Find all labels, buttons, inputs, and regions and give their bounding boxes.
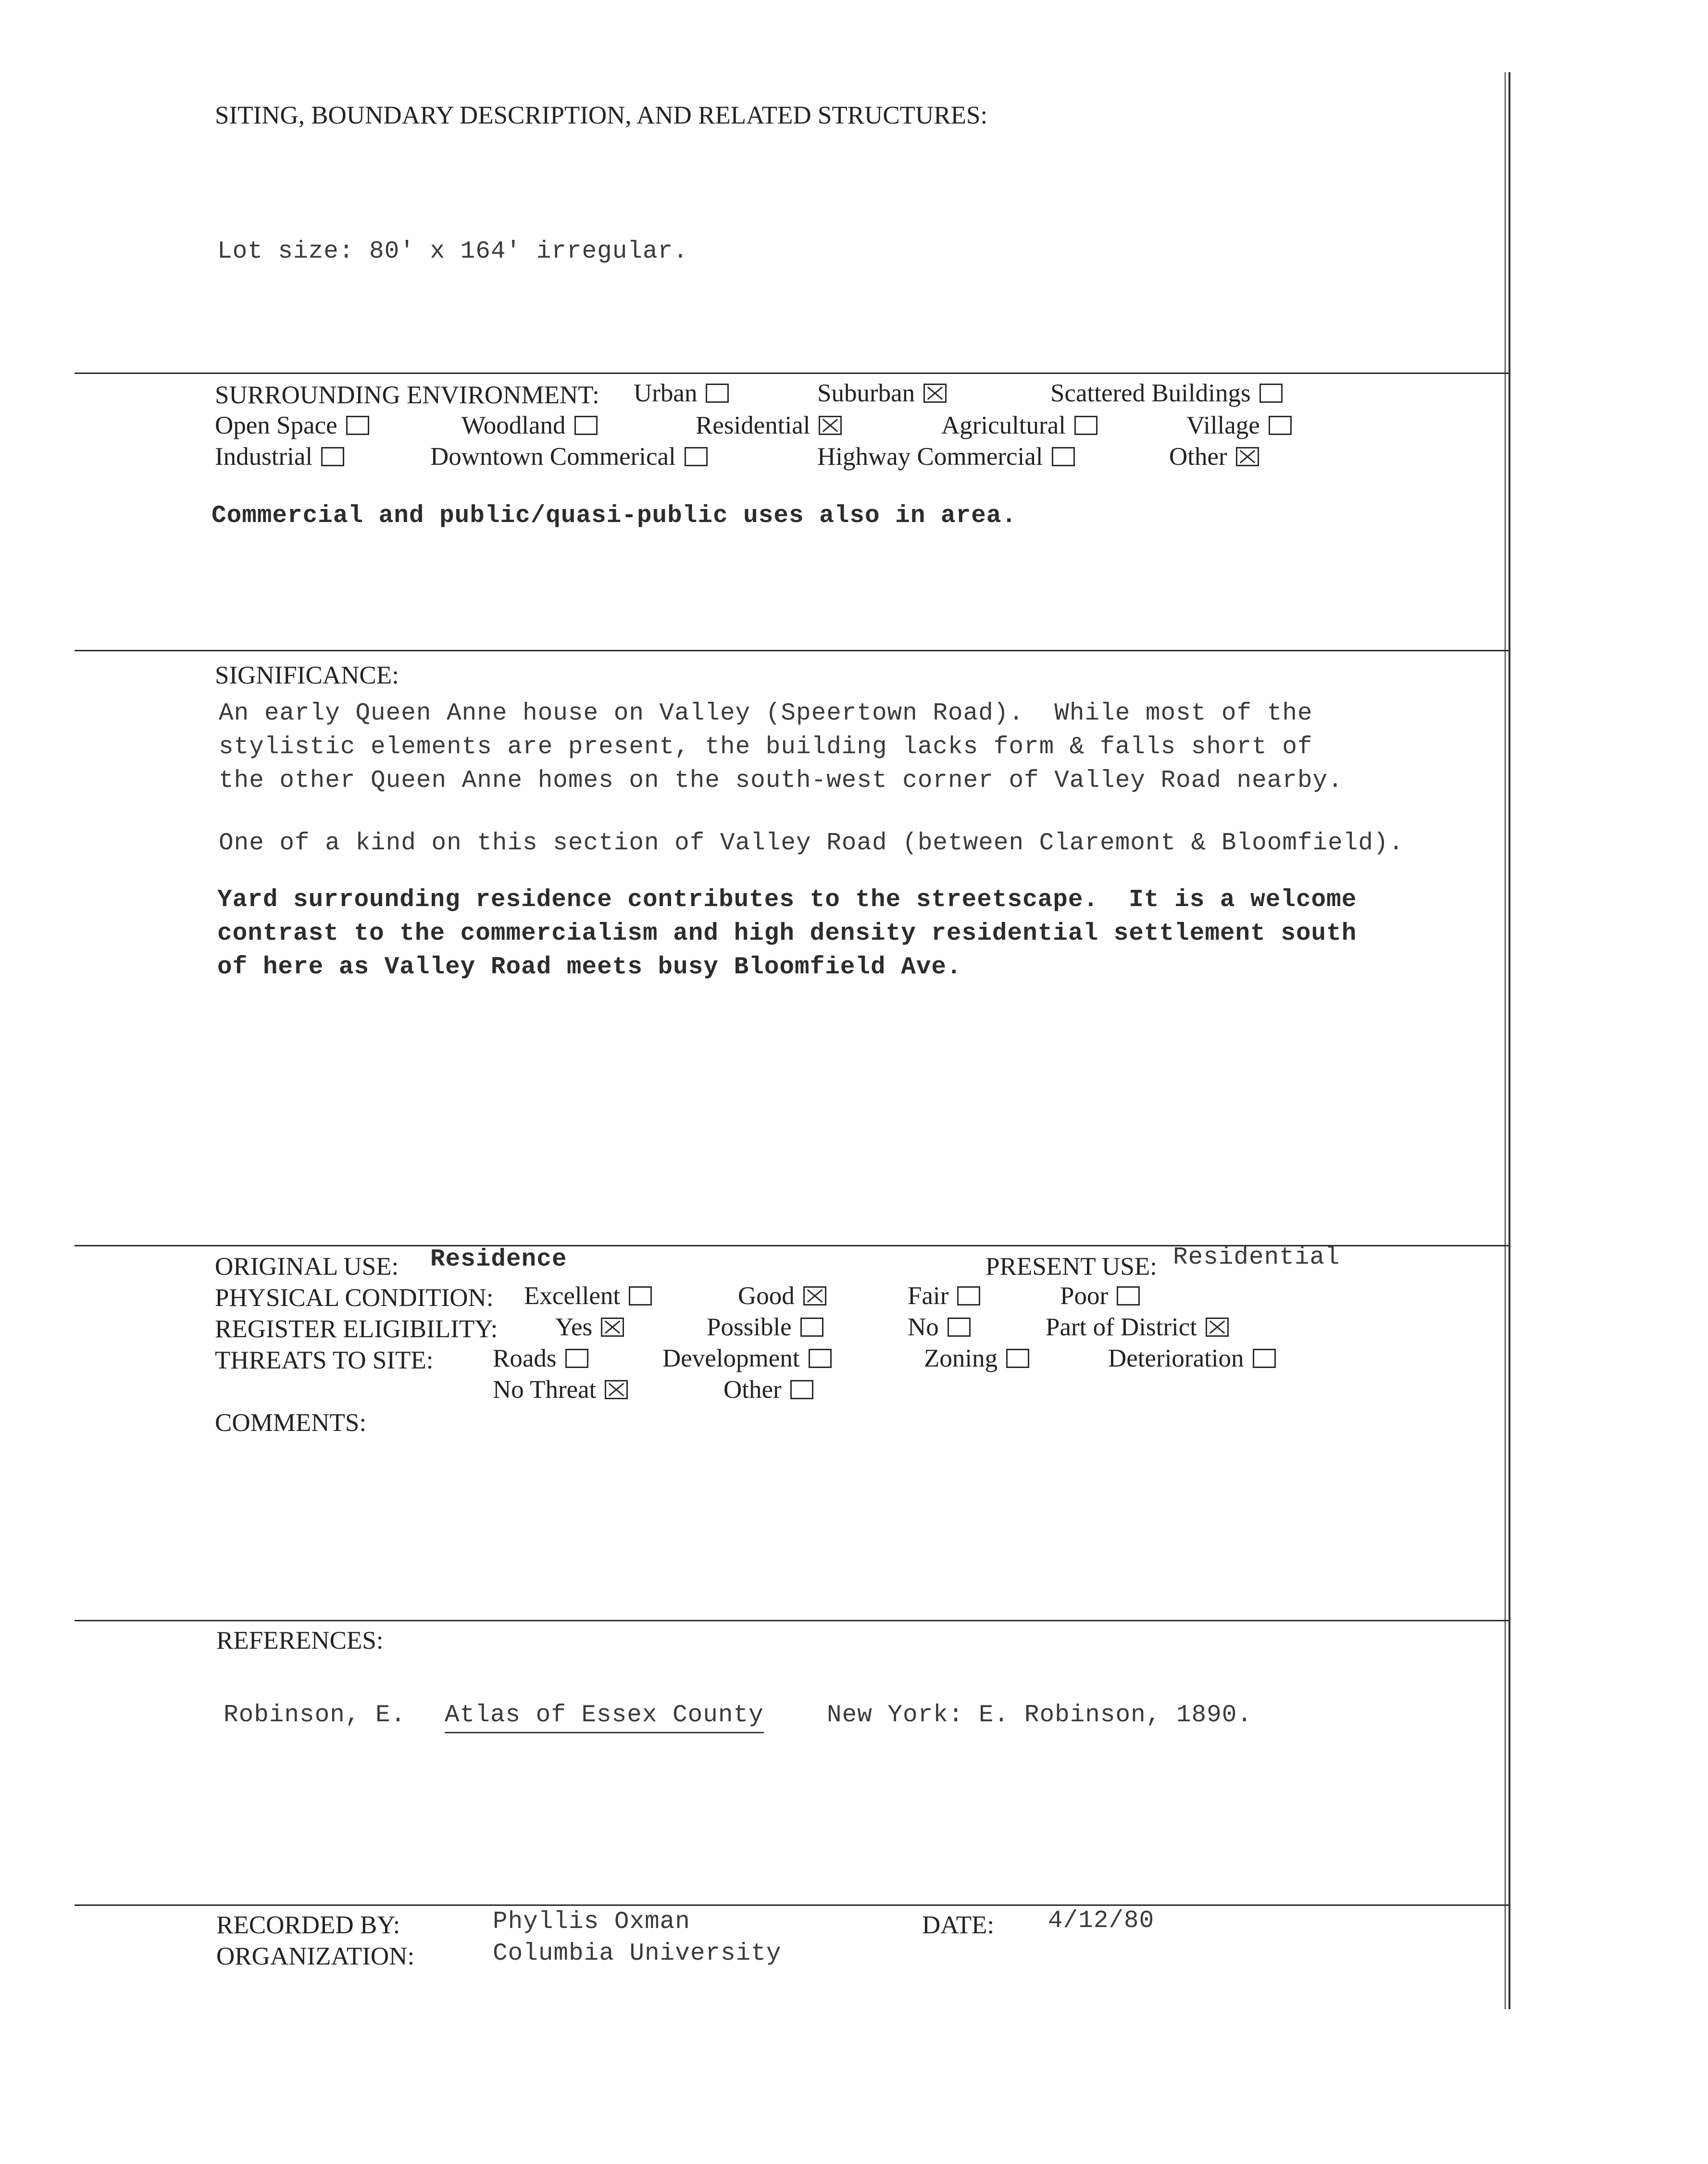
option-label: Downtown Commerical — [430, 443, 676, 471]
checkbox[interactable] — [565, 1349, 588, 1368]
option-label: Scattered Buildings — [1050, 379, 1251, 407]
eligibility-no[interactable] — [908, 1313, 971, 1342]
checkbox[interactable] — [1074, 416, 1097, 435]
checkbox[interactable] — [809, 1349, 832, 1368]
option-open-space[interactable] — [215, 411, 369, 440]
checkbox[interactable] — [819, 416, 842, 435]
checkbox[interactable] — [957, 1286, 980, 1306]
option-label: No Threat — [493, 1376, 597, 1404]
divider-2 — [75, 650, 1509, 651]
threat-roads[interactable] — [493, 1344, 588, 1373]
option-industrial[interactable] — [215, 442, 344, 471]
option-label: Part of District — [1046, 1313, 1197, 1341]
option-label: Industrial — [215, 443, 313, 471]
checkbox[interactable] — [706, 384, 729, 403]
option-label: Yes — [555, 1313, 593, 1341]
threat-deterioration[interactable] — [1108, 1344, 1276, 1373]
option-downtown-commercial[interactable] — [430, 442, 708, 471]
significance-paragraph-3: Yard surrounding residence contributes to the streetscape. It is a welcome contrast to the commercialism and high density residential settlement south of here as Valley Road meets busy Bloomfield Ave. — [217, 886, 1357, 981]
checkbox[interactable] — [601, 1318, 624, 1337]
option-label: Development — [662, 1344, 800, 1372]
checkbox[interactable] — [948, 1318, 971, 1337]
original-use-label: ORIGINAL USE: — [215, 1253, 399, 1281]
environment-note: Commercial and public/quasi-public uses also in area. — [212, 502, 1017, 530]
option-label: Deterioration — [1108, 1344, 1244, 1372]
physical-condition-label: PHYSICAL CONDITION: — [215, 1284, 494, 1312]
option-label: Zoning — [924, 1344, 998, 1372]
checkbox[interactable] — [605, 1380, 628, 1399]
checkbox[interactable] — [629, 1286, 652, 1306]
checkbox[interactable] — [1236, 447, 1259, 466]
option-agricultural[interactable] — [941, 411, 1097, 440]
siting-heading: SITING, BOUNDARY DESCRIPTION, AND RELATED STRUCTURES: — [215, 101, 988, 129]
option-highway-commercial[interactable] — [817, 442, 1075, 471]
checkbox[interactable] — [1206, 1318, 1229, 1337]
option-label: Possible — [707, 1313, 792, 1341]
option-village[interactable] — [1186, 411, 1292, 440]
recorded-by-label: RECORDED BY: — [216, 1911, 400, 1939]
checkbox[interactable] — [1253, 1349, 1276, 1368]
checkbox[interactable] — [790, 1380, 813, 1399]
threats-label: THREATS TO SITE: — [215, 1346, 434, 1374]
option-scattered-buildings[interactable] — [1050, 379, 1283, 408]
option-label: Residential — [696, 411, 810, 439]
threat-zoning[interactable] — [924, 1344, 1029, 1373]
reference-title: Atlas of Essex County — [445, 1702, 764, 1733]
date-label: DATE: — [922, 1911, 995, 1939]
option-woodland[interactable] — [461, 411, 598, 440]
option-label: Woodland — [461, 411, 566, 439]
option-label: Poor — [1060, 1282, 1109, 1310]
divider-5 — [75, 1904, 1509, 1906]
eligibility-possible[interactable] — [707, 1313, 823, 1342]
significance-paragraph-2: One of a kind on this section of Valley Road (between Claremont & Bloomfield). — [219, 830, 1404, 857]
condition-fair[interactable] — [908, 1281, 980, 1310]
references-heading: REFERENCES: — [216, 1627, 384, 1654]
option-label: Urban — [634, 379, 698, 407]
reference-author: Robinson, E. — [224, 1702, 406, 1729]
date-value: 4/12/80 — [1048, 1907, 1155, 1935]
option-label: Fair — [908, 1282, 949, 1310]
organization-value: Columbia University — [493, 1940, 782, 1967]
environment-heading: SURROUNDING ENVIRONMENT: — [215, 381, 599, 409]
condition-excellent[interactable] — [524, 1281, 652, 1310]
checkbox[interactable] — [346, 416, 369, 435]
right-border-outer — [1509, 72, 1510, 2009]
threat-no-threat[interactable] — [493, 1375, 628, 1404]
comments-label: COMMENTS: — [215, 1409, 367, 1437]
threat-other[interactable] — [723, 1375, 813, 1404]
eligibility-part-of-district[interactable] — [1046, 1313, 1229, 1342]
checkbox[interactable] — [1269, 416, 1292, 435]
significance-heading: SIGNIFICANCE: — [215, 661, 399, 689]
checkbox[interactable] — [685, 447, 708, 466]
option-label: Open Space — [215, 411, 337, 439]
divider-4 — [75, 1620, 1509, 1621]
checkbox[interactable] — [803, 1286, 826, 1306]
option-urban[interactable] — [634, 379, 729, 408]
checkbox[interactable] — [574, 416, 598, 435]
option-label: Agricultural — [941, 411, 1066, 439]
lot-size-text: Lot size: 80' x 164' irregular. — [217, 238, 688, 265]
divider-1 — [75, 373, 1509, 374]
register-eligibility-label: REGISTER ELIGIBILITY: — [215, 1315, 498, 1343]
organization-label: ORGANIZATION: — [216, 1942, 415, 1970]
option-label: Suburban — [817, 379, 915, 407]
option-label: Good — [738, 1282, 795, 1310]
right-border-inner — [1505, 72, 1506, 2009]
checkbox[interactable] — [321, 447, 344, 466]
checkbox[interactable] — [1259, 384, 1283, 403]
present-use-value: Residential — [1173, 1244, 1340, 1271]
option-label: Excellent — [524, 1282, 621, 1310]
option-label: Other — [1169, 443, 1227, 471]
checkbox[interactable] — [800, 1318, 823, 1337]
threat-development[interactable] — [662, 1344, 832, 1373]
option-label: Highway Commercial — [817, 443, 1043, 471]
eligibility-yes[interactable] — [555, 1313, 624, 1342]
original-use-value: Residence — [430, 1246, 567, 1273]
significance-paragraph-1: An early Queen Anne house on Valley (Speertown Road). While most of the stylistic elements are present, the building lacks form & falls short of the other Queen Anne homes on the south-west corner of Valley Road nearby. — [219, 700, 1343, 795]
checkbox[interactable] — [1006, 1349, 1029, 1368]
checkbox[interactable] — [1052, 447, 1075, 466]
option-residential[interactable] — [696, 411, 842, 440]
checkbox[interactable] — [1117, 1286, 1140, 1306]
reference-publisher: New York: E. Robinson, 1890. — [827, 1702, 1252, 1729]
option-suburban[interactable] — [817, 379, 947, 408]
option-label: No — [908, 1313, 939, 1341]
condition-poor[interactable] — [1060, 1281, 1140, 1310]
option-label: Other — [723, 1376, 782, 1404]
option-other-environment[interactable] — [1169, 442, 1259, 471]
condition-good[interactable] — [738, 1281, 826, 1310]
recorded-by-value: Phyllis Oxman — [493, 1908, 690, 1936]
option-label: Village — [1186, 411, 1260, 439]
option-label: Roads — [493, 1344, 557, 1372]
present-use-label: PRESENT USE: — [985, 1253, 1157, 1281]
checkbox[interactable] — [923, 384, 947, 403]
